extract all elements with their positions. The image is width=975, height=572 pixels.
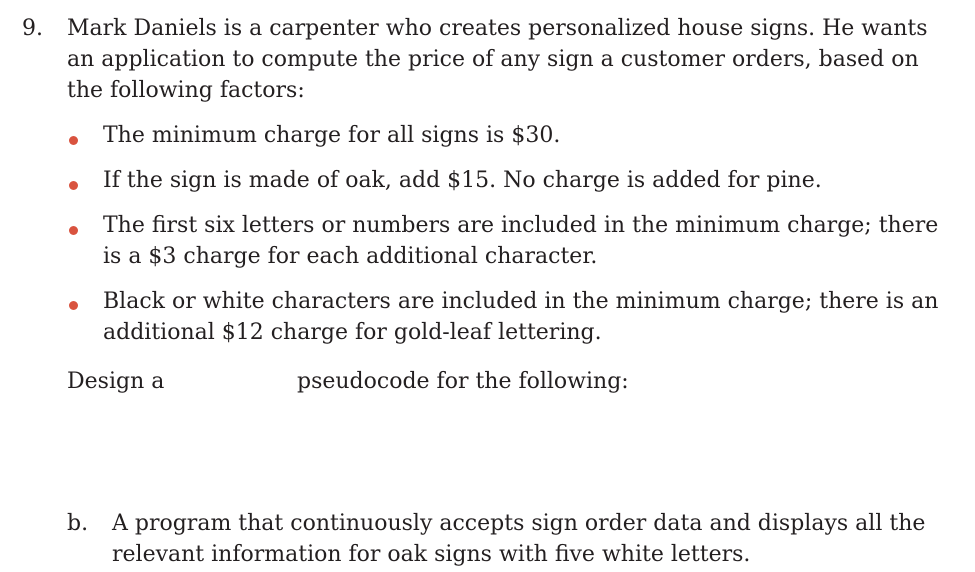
part-b-text: A program that continuously accepts sign order data and displays all the relevant information for oak signs with five white letters. (112, 511, 926, 567)
bullet-dot-icon (69, 301, 78, 310)
bullet-minimum-charge: The minimum charge for all signs is $30. (103, 123, 561, 148)
bullet-dot-icon (69, 226, 78, 235)
design-suffix: pseudocode for the following: (297, 369, 629, 394)
bullet-character-charge: The first six letters or numbers are included in the minimum charge; there is a $3 charge for each additional character. (103, 213, 939, 269)
question-number: 9. (22, 16, 43, 41)
bullet-dot-icon (69, 136, 78, 145)
design-prefix: Design a (67, 369, 165, 394)
bullet-lettering-charge: Black or white characters are included in the minimum charge; there is an additional $12 charge for gold-leaf lettering. (103, 289, 939, 345)
part-b-label: b. (67, 511, 89, 536)
bullet-dot-icon (69, 181, 78, 190)
question-intro: Mark Daniels is a carpenter who creates personalized house signs. He wants an application to compute the price of any sign a customer orders, based on the following factors: (67, 16, 928, 103)
bullet-oak-charge: If the sign is made of oak, add $15. No charge is added for pine. (103, 168, 822, 193)
